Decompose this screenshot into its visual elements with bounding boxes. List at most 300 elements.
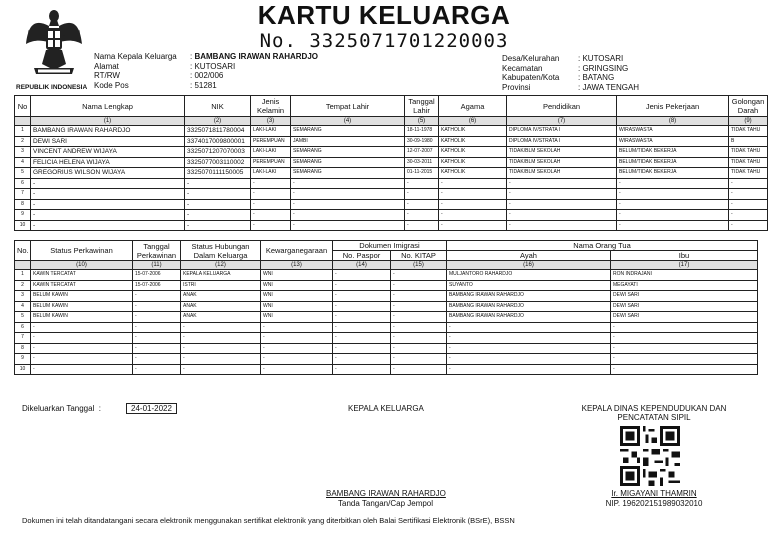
table-cell: 3374017009800001 — [185, 136, 251, 147]
table-cell: - — [507, 210, 617, 221]
table-cell: - — [133, 291, 181, 302]
table-cell: - — [391, 312, 447, 323]
col-number — [15, 117, 31, 126]
table-cell: 15-07-2006 — [133, 280, 181, 291]
e-signature-disclaimer: Dokumen ini telah ditandatangani secara elektronik menggunakan sertifikat elektronik yang diterbitkan oleh Balai Sertifikasi Elektronik (BSrE), BSSN — [22, 516, 515, 525]
table-cell: DEWI SARI — [611, 312, 758, 323]
table-cell: - — [251, 220, 291, 231]
table-cell: - — [291, 189, 405, 200]
table-cell: - — [333, 301, 391, 312]
table-cell: GREGORIUS WILSON WIJAYA — [31, 168, 185, 179]
table-cell: - — [447, 322, 611, 333]
table-cell: - — [185, 189, 251, 200]
table-cell: 9 — [15, 354, 31, 365]
table-cell: - — [31, 199, 185, 210]
table-cell: 3 — [15, 147, 31, 158]
header-left-row: Kode Pos : 51281 — [94, 80, 217, 90]
table-cell: - — [181, 333, 261, 344]
table-cell: - — [611, 333, 758, 344]
table-cell: LAKI-LAKI — [251, 168, 291, 179]
table-cell: TIDAK/BLM SEKOLAH — [507, 147, 617, 158]
header-right-row: Kabupaten/Kota : BATANG — [502, 73, 615, 82]
table-cell: 3325070111150005 — [185, 168, 251, 179]
table-cell: - — [611, 343, 758, 354]
table-cell: 30-09-1980 — [405, 136, 439, 147]
table-cell: - — [133, 343, 181, 354]
table-cell: - — [405, 210, 439, 221]
table-cell: BELUM/TIDAK BEKERJA — [617, 168, 729, 179]
family-status-body — [15, 270, 758, 375]
table-cell: 6 — [15, 178, 31, 189]
table-cell: ANAK — [181, 301, 261, 312]
field-label: Kabupaten/Kota — [502, 73, 560, 82]
table-cell: DIPLOMA IV/STRATA I — [507, 136, 617, 147]
col-number: (11) — [133, 261, 181, 270]
table-cell: - — [31, 210, 185, 221]
table-cell: - — [729, 189, 768, 200]
table-cell: 4 — [15, 301, 31, 312]
table-cell: - — [617, 189, 729, 200]
table-cell: - — [261, 364, 333, 375]
table-cell: - — [251, 189, 291, 200]
field-label: Desa/Kelurahan — [502, 54, 560, 63]
col-number: (2) — [185, 117, 251, 126]
table-cell: - — [447, 343, 611, 354]
table-cell: - — [251, 178, 291, 189]
table-cell: BAMBANG IRAWAN RAHARDJO — [31, 126, 185, 137]
table-cell: 15-07-2006 — [133, 270, 181, 281]
table-row — [15, 301, 758, 312]
table-row — [15, 364, 758, 375]
table-cell: BELUM/TIDAK BEKERJA — [617, 147, 729, 158]
field-label: Kode Pos — [94, 80, 129, 90]
table-cell: - — [439, 199, 507, 210]
col-number-row — [15, 117, 768, 126]
table-cell: - — [261, 343, 333, 354]
header-right-row: Kecamatan : GRINGSING — [502, 63, 629, 73]
head-title: KEPALA KELUARGA — [348, 404, 424, 413]
document-title: KARTU KELUARGA — [257, 0, 511, 30]
table-cell: - — [133, 301, 181, 312]
table-cell: - — [31, 220, 185, 231]
col-header: Golongan Darah — [729, 96, 768, 117]
table-cell: - — [391, 333, 447, 344]
table-cell: KATHOLIK — [439, 157, 507, 168]
table-cell: BELUM KAWIN — [31, 301, 133, 312]
col-header: No — [15, 96, 31, 117]
table-cell: - — [391, 301, 447, 312]
col-number: (10) — [31, 261, 133, 270]
table-cell: - — [617, 199, 729, 210]
table-cell: BAMBANG IRAWAN RAHARDJO — [447, 312, 611, 323]
table-cell: - — [185, 199, 251, 210]
col-header: No. KITAP — [391, 251, 447, 261]
table-cell: TIDAK/BLM SEKOLAH — [507, 168, 617, 179]
table-cell: - — [405, 220, 439, 231]
official-title-line: KEPALA DINAS KEPENDUDUKAN DAN — [581, 404, 727, 413]
field-value: KUTOSARI — [194, 61, 236, 71]
table-cell: - — [391, 354, 447, 365]
col-number: (15) — [391, 261, 447, 270]
col-header: Tanggal Lahir — [405, 96, 439, 117]
col-number: (1) — [31, 117, 185, 126]
table-cell: 8 — [15, 199, 31, 210]
family-members-table — [14, 95, 768, 231]
table-cell: 9 — [15, 210, 31, 221]
table-cell: - — [507, 178, 617, 189]
header-left — [94, 52, 318, 90]
col-number — [15, 261, 31, 270]
col-number: (5) — [405, 117, 439, 126]
field-label: Nama Kepala Keluarga — [94, 52, 177, 61]
table-row — [15, 178, 768, 189]
table-cell: - — [261, 354, 333, 365]
table-cell: WNI — [261, 301, 333, 312]
table-cell: WNI — [261, 291, 333, 302]
table-cell: KATHOLIK — [439, 168, 507, 179]
table-cell: TIDAK TAHU — [729, 126, 768, 137]
table-cell: - — [405, 199, 439, 210]
field-label: Alamat — [94, 61, 119, 71]
table-cell: - — [447, 364, 611, 375]
col-header: Pendidikan — [507, 96, 617, 117]
table-cell: SEMARANG — [291, 147, 405, 158]
table-cell: - — [439, 178, 507, 189]
table-cell: 3325077003110002 — [185, 157, 251, 168]
official-title — [560, 404, 748, 422]
table-cell: - — [181, 343, 261, 354]
table-cell: - — [333, 333, 391, 344]
table-cell: 7 — [15, 333, 31, 344]
table-cell: WIRASWASTA — [617, 126, 729, 137]
col-number: (17) — [611, 261, 758, 270]
table-cell: - — [447, 333, 611, 344]
table-cell: - — [291, 199, 405, 210]
col-number: (7) — [507, 117, 617, 126]
table-cell: 2 — [15, 136, 31, 147]
table-row — [15, 136, 768, 147]
col-number: (13) — [261, 261, 333, 270]
table-cell: JAMBI — [291, 136, 405, 147]
table-cell: 10 — [15, 220, 31, 231]
table-cell: - — [133, 333, 181, 344]
table-cell: SUYANTO — [447, 280, 611, 291]
table-cell: - — [611, 322, 758, 333]
table-row — [15, 333, 758, 344]
table-cell: - — [31, 333, 133, 344]
table-row — [15, 157, 768, 168]
col-header: Status Hubungan Dalam Keluarga — [181, 241, 261, 261]
table-row — [15, 343, 758, 354]
head-name: BAMBANG IRAWAN RAHARDJO — [326, 489, 446, 498]
table-cell: 3325071207070003 — [185, 147, 251, 158]
header-right — [502, 54, 639, 92]
table-cell: - — [251, 210, 291, 221]
table-cell: BELUM/TIDAK BEKERJA — [617, 157, 729, 168]
table-cell: - — [333, 270, 391, 281]
table-cell: 8 — [15, 343, 31, 354]
field-value: JAWA TENGAH — [582, 82, 640, 92]
table-cell: - — [729, 210, 768, 221]
col-header: Dokumen Imigrasi — [333, 241, 447, 251]
col-header: No. Paspor — [333, 251, 391, 261]
col-header: Tanggal Perkawinan — [133, 241, 181, 261]
table-cell: - — [439, 189, 507, 200]
col-number: (12) — [181, 261, 261, 270]
table-cell: - — [617, 210, 729, 221]
table-cell: WNI — [261, 312, 333, 323]
table-cell: - — [405, 178, 439, 189]
table-cell: ANAK — [181, 291, 261, 302]
table-cell: - — [185, 178, 251, 189]
table-cell: 1 — [15, 270, 31, 281]
col-number: (3) — [251, 117, 291, 126]
col-header: Jenis Kelamin — [251, 96, 291, 117]
table-cell: - — [391, 322, 447, 333]
col-number: (14) — [333, 261, 391, 270]
table-cell: MEGAYATI — [611, 280, 758, 291]
table-cell: WNI — [261, 280, 333, 291]
table-cell: - — [507, 220, 617, 231]
table-cell: - — [391, 291, 447, 302]
table-cell: TIDAK TAHU — [729, 147, 768, 158]
table-cell: 6 — [15, 322, 31, 333]
table-cell: DEWI SARI — [31, 136, 185, 147]
field-value: BAMBANG IRAWAN RAHARDJO — [194, 52, 319, 61]
official-name: Ir. MIGAYANI THAMRIN — [611, 489, 697, 498]
table-cell: - — [181, 322, 261, 333]
table-row — [15, 291, 758, 302]
field-value: 51281 — [194, 80, 217, 90]
table-row — [15, 270, 758, 281]
table-row — [15, 312, 758, 323]
emblem-label: REPUBLIK INDONESIA — [16, 84, 88, 91]
table-cell: - — [261, 333, 333, 344]
col-number: (8) — [617, 117, 729, 126]
table-cell: - — [729, 178, 768, 189]
table-cell: - — [133, 354, 181, 365]
table-cell: 3325071811780004 — [185, 126, 251, 137]
table-cell: 10 — [15, 364, 31, 375]
table-cell: - — [729, 220, 768, 231]
field-value: BATANG — [582, 73, 615, 82]
table-cell: RON INDRAJANI — [611, 270, 758, 281]
table-cell: - — [333, 291, 391, 302]
table-cell: - — [185, 210, 251, 221]
table-row — [15, 220, 768, 231]
table-row — [15, 126, 768, 137]
table-cell: - — [31, 343, 133, 354]
table-cell: 12-07-2007 — [405, 147, 439, 158]
table-cell: - — [133, 322, 181, 333]
col-number: (4) — [291, 117, 405, 126]
table-cell: 3 — [15, 291, 31, 302]
table-cell: SEMARANG — [291, 168, 405, 179]
family-members-body — [15, 126, 768, 231]
issued-date: 24-01-2022 — [126, 403, 177, 414]
table-cell: 7 — [15, 189, 31, 200]
table-cell: 4 — [15, 157, 31, 168]
table-cell: - — [391, 343, 447, 354]
table-cell: 01-11-2015 — [405, 168, 439, 179]
official-title-line: PENCATATAN SIPIL — [617, 413, 691, 422]
header-right-row: Desa/Kelurahan : KUTOSARI — [502, 54, 624, 63]
table-cell: WIRASWASTA — [617, 136, 729, 147]
official-nip: NIP. 196202151989032010 — [605, 499, 703, 508]
table-cell: KAWIN TERCATAT — [31, 270, 133, 281]
table-cell: - — [31, 322, 133, 333]
table-cell: - — [251, 199, 291, 210]
table-cell: - — [439, 210, 507, 221]
table-cell: PEREMPUAN — [251, 157, 291, 168]
table-cell: SEMARANG — [291, 126, 405, 137]
table-cell: DEWI SARI — [611, 301, 758, 312]
table-cell: 30-03-2011 — [405, 157, 439, 168]
table-cell: - — [291, 210, 405, 221]
table-cell: - — [181, 364, 261, 375]
table-cell: TIDAK/BLM SEKOLAH — [507, 157, 617, 168]
table-cell: ANAK — [181, 312, 261, 323]
col-number-row — [15, 261, 758, 270]
col-header: Ayah — [447, 251, 611, 261]
table-cell: - — [617, 178, 729, 189]
issued-label-text: Dikeluarkan Tanggal — [22, 404, 95, 413]
col-number: (6) — [439, 117, 507, 126]
table-row — [15, 354, 758, 365]
table-cell: KEPALA KELUARGA — [181, 270, 261, 281]
table-row — [15, 280, 758, 291]
table-row — [15, 322, 758, 333]
table-cell: - — [333, 343, 391, 354]
table-row — [15, 147, 768, 158]
table-cell: - — [391, 270, 447, 281]
head-sign-note: Tanda Tangan/Cap Jempol — [338, 499, 434, 508]
table-cell: - — [333, 364, 391, 375]
table-cell: VINCENT ANDREW WIJAYA — [31, 147, 185, 158]
table-cell: BELUM KAWIN — [31, 312, 133, 323]
table-cell: WNI — [261, 270, 333, 281]
table-header-row — [15, 241, 758, 251]
table-cell: BAMBANG IRAWAN RAHARDJO — [447, 291, 611, 302]
table-cell: LAKI-LAKI — [251, 126, 291, 137]
kk-number: No. 3325071701220003 — [259, 30, 509, 52]
table-cell: - — [333, 354, 391, 365]
table-cell: - — [611, 354, 758, 365]
table-cell: TIDAK TAHU — [729, 157, 768, 168]
table-cell: - — [447, 354, 611, 365]
table-cell: KAWIN TERCATAT — [31, 280, 133, 291]
col-header: Ibu — [611, 251, 758, 261]
table-cell: - — [439, 220, 507, 231]
table-cell: SEMARANG — [291, 157, 405, 168]
table-cell: - — [261, 322, 333, 333]
table-cell: - — [181, 354, 261, 365]
table-cell: - — [507, 189, 617, 200]
header-left-row: Nama Kepala Keluarga : BAMBANG IRAWAN RAHARDJO — [94, 52, 319, 61]
table-cell: 5 — [15, 312, 31, 323]
table-cell: - — [391, 280, 447, 291]
table-row — [15, 168, 768, 179]
table-cell: - — [291, 220, 405, 231]
table-row — [15, 199, 768, 210]
table-cell: FELICIA HELENA WIJAYA — [31, 157, 185, 168]
col-number: (16) — [447, 261, 611, 270]
issued-label: Dikeluarkan Tanggal : — [22, 404, 102, 413]
table-cell: DEWI SARI — [611, 291, 758, 302]
field-value: 002/006 — [194, 71, 224, 80]
table-cell: 1 — [15, 126, 31, 137]
table-cell: - — [333, 312, 391, 323]
garuda-emblem-icon — [24, 6, 84, 86]
field-label: Kecamatan — [502, 63, 543, 73]
table-cell: KATHOLIK — [439, 126, 507, 137]
table-cell: B — [729, 136, 768, 147]
table-cell: - — [31, 178, 185, 189]
table-cell: DIPLOMA IV/STRATA I — [507, 126, 617, 137]
table-cell: - — [333, 280, 391, 291]
table-cell: - — [507, 199, 617, 210]
table-cell: - — [31, 189, 185, 200]
col-header: Kewarganegaraan — [261, 241, 333, 261]
col-header: No. — [15, 241, 31, 261]
field-value: GRINGSING — [582, 63, 629, 73]
family-status-table — [14, 240, 758, 375]
table-cell: KATHOLIK — [439, 147, 507, 158]
col-header: Tempat Lahir — [291, 96, 405, 117]
table-cell: - — [391, 364, 447, 375]
table-cell: - — [133, 312, 181, 323]
table-row — [15, 210, 768, 221]
col-header: Status Perkawinan — [31, 241, 133, 261]
col-header: Agama — [439, 96, 507, 117]
table-row — [15, 189, 768, 200]
field-label: Provinsi — [502, 82, 531, 92]
table-cell: TIDAK TAHU — [729, 168, 768, 179]
col-header: Nama Lengkap — [31, 96, 185, 117]
table-cell: KATHOLIK — [439, 136, 507, 147]
qr-code-icon — [620, 426, 680, 486]
table-cell: - — [31, 364, 133, 375]
table-cell: - — [617, 220, 729, 231]
col-number: (9) — [729, 117, 768, 126]
table-cell: - — [333, 322, 391, 333]
table-cell: PEREMPUAN — [251, 136, 291, 147]
table-cell: MULJANTORO RAHARDJO — [447, 270, 611, 281]
table-cell: 18-11-1978 — [405, 126, 439, 137]
table-cell: 2 — [15, 280, 31, 291]
table-cell: - — [185, 220, 251, 231]
table-cell: - — [405, 189, 439, 200]
field-label: RT/RW — [94, 71, 120, 80]
field-value: KUTOSARI — [582, 54, 624, 63]
table-cell: - — [31, 354, 133, 365]
header-right-row: Provinsi : JAWA TENGAH — [502, 82, 640, 92]
table-header-row — [15, 96, 768, 117]
header-left-row: RT/RW : 002/006 — [94, 71, 224, 80]
header-left-row: Alamat : KUTOSARI — [94, 61, 236, 71]
table-cell: - — [729, 199, 768, 210]
table-cell: - — [291, 178, 405, 189]
table-cell: - — [611, 364, 758, 375]
table-cell: BELUM KAWIN — [31, 291, 133, 302]
col-header: NIK — [185, 96, 251, 117]
table-cell: ISTRI — [181, 280, 261, 291]
table-cell: LAKI-LAKI — [251, 147, 291, 158]
col-header: Jenis Pekerjaan — [617, 96, 729, 117]
table-cell: - — [133, 364, 181, 375]
col-header: Nama Orang Tua — [447, 241, 758, 251]
table-cell: BAMBANG IRAWAN RAHARDJO — [447, 301, 611, 312]
